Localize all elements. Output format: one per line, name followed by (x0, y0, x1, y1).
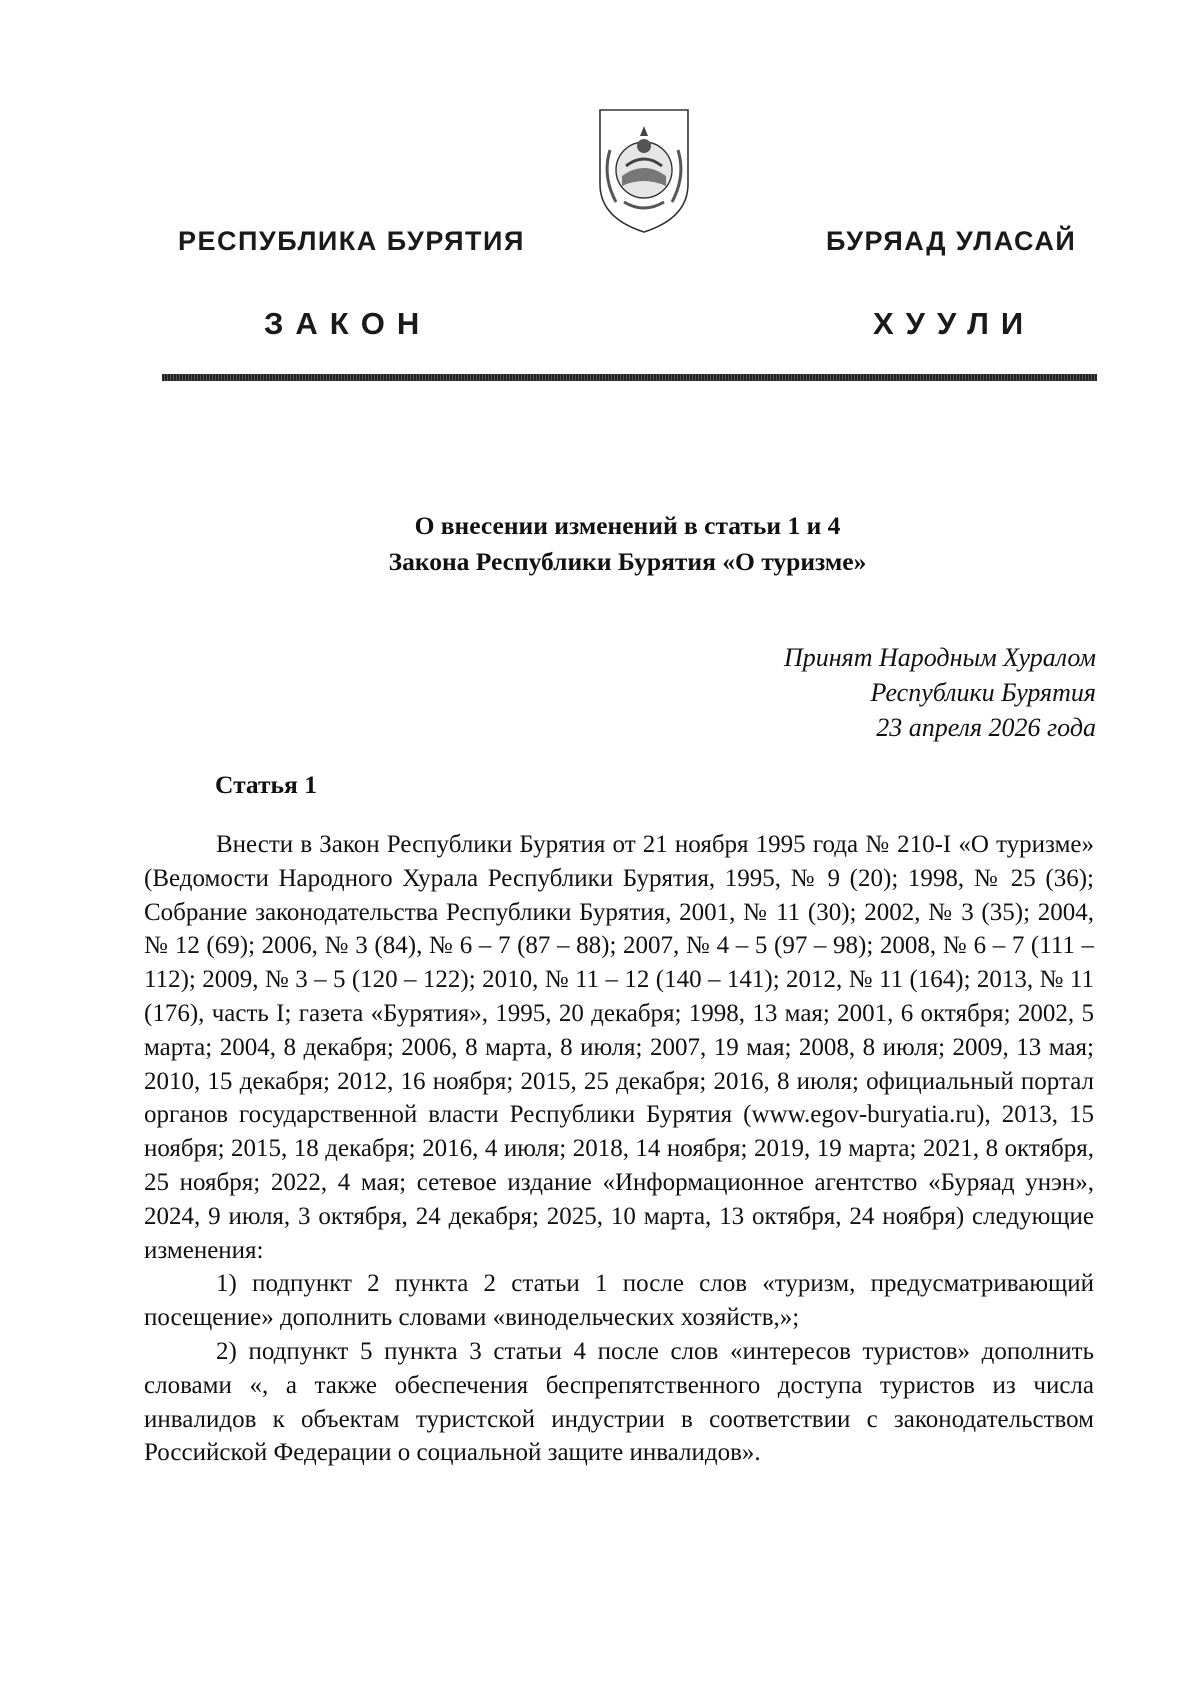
article-body (144, 828, 1094, 1470)
republic-name-buryat: БУРЯАД УЛАСАЙ (826, 226, 1077, 256)
paragraph: Внести в Закон Республики Бурятия от 21 ноября 1995 года № 210-I «О туризме» (Ведомости Народного Хурала Республики Бурятия, 1995, № 9 (20); 1998, № 25 (36); Собрание законодательства Республики Бурятия, 2001, № 11 (30); 2002, № 3 (35); 2004, № 12 (69); 2006, № 3 (84), № 6 – 7 (87 – 88); 2007, № 4 – 5 (97 – 98); 2008, № 6 – 7 (111 – 112); 2009, № 3 – 5 (120 – 122); 2010, № 11 – 12 (140 – 141); 2012, № 11 (164); 2013, № 11 (176), часть I; газета «Бурятия», 1995, 20 декабря; 1998, 13 мая; 2001, 6 октября; 2002, 5 марта; 2004, 8 декабря; 2006, 8 марта, 8 июля; 2007, 19 мая; 2008, 8 июля; 2009, 13 мая; 2010, 15 декабря; 2012, 16 ноября; 2015, 25 декабря; 2016, 8 июля; официальный портал органов государственной власти Республики Бурятия (www.egov-buryatia.ru), 2013, 15 ноября; 2015, 18 декабря; 2016, 4 июля; 2018, 14 ноября; 2019, 19 марта; 2021, 8 октября, 25 ноября; 2022, 4 мая; сетевое издание «Информационное агентство «Буряад унэн», 2024, 9 июля, 3 октября, 24 декабря; 2025, 10 марта, 13 октября, 24 ноября) следующие изменения: (144, 831, 1094, 1264)
adoption-note (596, 640, 1096, 745)
coat-of-arms-icon (596, 106, 692, 236)
paragraph: 1) подпункт 2 пункта 2 статьи 1 после слов «туризм, предусматривающий посещение» дополнить словами «винодельческих хозяйств,»; (144, 1270, 1094, 1332)
header-divider (162, 374, 1097, 381)
document-title (160, 508, 1095, 580)
law-label-russian: ЗАКОН (264, 306, 432, 341)
article-heading: Статья 1 (215, 770, 317, 799)
republic-name-russian: РЕСПУБЛИКА БУРЯТИЯ (178, 226, 525, 256)
law-label-buryat: ХУУЛИ (873, 306, 1036, 341)
document-title-line: О внесении изменений в статьи 1 и 4 (414, 511, 841, 540)
adoption-note-line: Республики Бурятия (870, 678, 1096, 707)
adoption-note-line: Принят Народным Хуралом (783, 643, 1096, 672)
document-title-line: Закона Республики Бурятия «О туризме» (388, 547, 867, 576)
paragraph: 2) подпункт 5 пункта 3 статьи 4 после слов «интересов туристов» дополнить словами «, а также обеспечения беспрепятственного доступа туристов из числа инвалидов к объектам туристской индустрии в соответствии с законодательством Российской Федерации о социальной защите инвалидов». (144, 1337, 1094, 1467)
adoption-date: 23 апреля 2026 года (876, 713, 1096, 742)
